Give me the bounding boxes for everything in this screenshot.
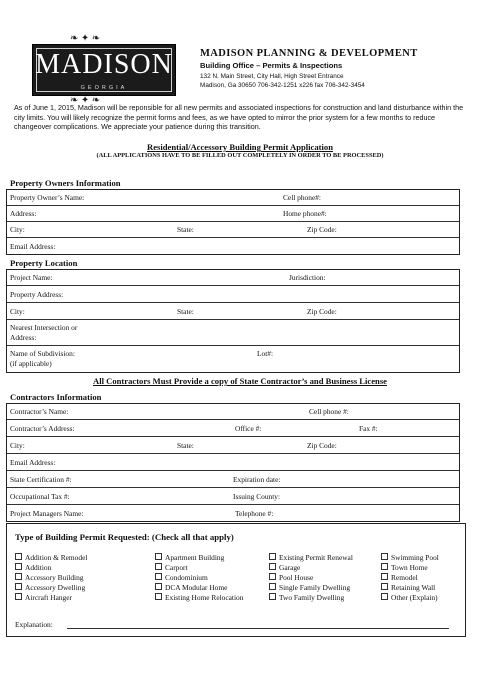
- checkbox-icon[interactable]: [269, 583, 276, 590]
- option-label: Condominium: [165, 573, 208, 582]
- project-name-row[interactable]: [7, 270, 459, 286]
- option-label: Existing Home Relocation: [165, 593, 244, 602]
- occupational-tax-label: Occupational Tax #:: [10, 492, 70, 501]
- project-name-label: Project Name:: [10, 273, 53, 282]
- location-state-label: State:: [177, 307, 194, 316]
- office-address: 132 N. Main Street, City Hall, High Street Entrance: [200, 73, 344, 80]
- owners-heading: Property Owners Information: [10, 178, 121, 188]
- office-subtitle: Building Office – Permits & Inspections: [200, 61, 343, 70]
- project-manager-row[interactable]: [7, 505, 459, 521]
- contractor-name-row[interactable]: [7, 404, 459, 420]
- location-box: [6, 269, 460, 373]
- owner-email-row[interactable]: [7, 238, 459, 254]
- form-subtitle: (ALL APPLICATIONS HAVE TO BE FILLED OUT COMPLETELY IN ORDER TO BE PROCESSED): [96, 152, 384, 159]
- checkbox-icon[interactable]: [381, 553, 388, 560]
- checkbox-option[interactable]: [381, 553, 439, 562]
- option-label: Remodel: [391, 573, 418, 582]
- form-title: Residential/Accessory Building Permit Application: [147, 142, 333, 152]
- contractor-license-notice: All Contractors Must Provide a copy of State Contractor’s and Business License: [93, 376, 387, 386]
- owner-state-label: State:: [177, 225, 194, 234]
- checkbox-option[interactable]: [381, 573, 418, 582]
- option-label: Garage: [279, 563, 301, 572]
- option-label: Addition: [25, 563, 52, 572]
- state-cert-row[interactable]: [7, 471, 459, 488]
- option-label: Apartment Building: [165, 553, 225, 562]
- owner-email-label: Email Address:: [10, 242, 56, 251]
- option-label: Pool House: [279, 573, 314, 582]
- contractor-office-label: Office #:: [235, 424, 262, 433]
- state-cert-label: State Certification #:: [10, 475, 72, 484]
- contractor-city-label: City:: [10, 441, 25, 450]
- checkbox-icon[interactable]: [155, 573, 162, 580]
- checkbox-icon[interactable]: [155, 583, 162, 590]
- ornament-top-icon: ❧ ✦ ❧: [70, 33, 101, 44]
- option-label: Two Family Dwelling: [279, 593, 345, 602]
- contractor-zip-label: Zip Code:: [307, 441, 337, 450]
- location-city-label: City:: [10, 307, 25, 316]
- checkbox-icon[interactable]: [381, 593, 388, 600]
- checkbox-option[interactable]: [155, 553, 224, 562]
- checkbox-icon[interactable]: [381, 573, 388, 580]
- contractor-email-label: Email Address:: [10, 458, 56, 467]
- contractor-address-label: Contractor’s Address:: [10, 424, 75, 433]
- checkbox-icon[interactable]: [381, 583, 388, 590]
- checkbox-icon[interactable]: [269, 573, 276, 580]
- checkbox-icon[interactable]: [155, 593, 162, 600]
- option-label: Single Family Dwelling: [279, 583, 351, 592]
- checkbox-icon[interactable]: [381, 563, 388, 570]
- option-label: Retaining Wall: [391, 583, 436, 592]
- checkbox-option[interactable]: [269, 553, 353, 562]
- option-label: Town Home: [391, 563, 428, 572]
- owner-address-label: Address:: [10, 209, 37, 218]
- occupational-tax-row[interactable]: [7, 488, 459, 505]
- madison-logo: [32, 44, 176, 96]
- checkbox-option[interactable]: [15, 573, 84, 582]
- checkbox-icon[interactable]: [269, 553, 276, 560]
- checkbox-option[interactable]: [381, 563, 428, 572]
- nearest-intersection-label: Nearest Intersection or: [10, 323, 78, 332]
- ornament-bottom-icon: ❧ ✦ ❧: [70, 95, 101, 106]
- explanation-label: Explanation:: [15, 620, 53, 629]
- option-label: Accessory Dwelling: [25, 583, 86, 592]
- checkbox-icon[interactable]: [15, 553, 22, 560]
- permit-type-box: [6, 523, 466, 637]
- checkbox-icon[interactable]: [15, 563, 22, 570]
- checkbox-option[interactable]: [381, 583, 435, 592]
- option-label: Carport: [165, 563, 188, 572]
- owner-city-row[interactable]: [7, 222, 459, 238]
- checkbox-option[interactable]: [15, 563, 51, 572]
- subdivision-label: Name of Subdivision:: [10, 349, 75, 358]
- contractor-address-row[interactable]: [7, 420, 459, 437]
- checkbox-option[interactable]: [155, 563, 188, 572]
- contractor-state-label: State:: [177, 441, 194, 450]
- permit-type-title: Type of Building Permit Requested: (Check all that apply): [15, 532, 234, 542]
- property-address-label: Property Address:: [10, 290, 64, 299]
- owner-name-row[interactable]: [7, 190, 459, 206]
- subdivision-row[interactable]: [7, 346, 459, 372]
- option-label: Aircraft Hanger: [25, 593, 72, 602]
- owner-address-row[interactable]: [7, 206, 459, 222]
- owner-cell-label: Cell phone#:: [283, 193, 321, 202]
- checkbox-icon[interactable]: [15, 593, 22, 600]
- contractor-city-row[interactable]: [7, 437, 459, 454]
- location-city-row[interactable]: [7, 303, 459, 320]
- owner-name-label: Property Owner’s Name:: [10, 193, 85, 202]
- logo-name: MADISON: [35, 49, 173, 80]
- notice-paragraph: As of June 1, 2015, Madison will be reponsible for all new permits and associated inspections for construction and land disturbance within the city limits. You will likely recognize the permit forms and fees, as we have opted to mirror the prior system for a few months to reduce changeover complications. We appreciate your patience during this transition.: [14, 103, 464, 132]
- option-label: Existing Permit Renewal: [279, 553, 353, 562]
- contractors-box: [6, 403, 460, 522]
- office-title: MADISON PLANNING & DEVELOPMENT: [200, 48, 418, 59]
- checkbox-icon[interactable]: [269, 593, 276, 600]
- checkbox-option[interactable]: [269, 583, 350, 592]
- checkbox-option[interactable]: [155, 583, 227, 592]
- option-label: Accessory Building: [25, 573, 84, 582]
- option-label: DCA Modular Home: [165, 583, 228, 592]
- checkbox-option[interactable]: [381, 593, 438, 602]
- owners-box: [6, 189, 460, 255]
- checkbox-icon[interactable]: [269, 563, 276, 570]
- checkbox-icon[interactable]: [15, 573, 22, 580]
- office-contact: Madison, Ga 30650 706-342-1251 x226 fax 706-342-3454: [200, 82, 365, 89]
- option-label: Other (Explain): [391, 593, 438, 602]
- option-label: Swimming Pool: [391, 553, 439, 562]
- owner-city-label: City:: [10, 225, 25, 234]
- nearest-address-label: Address:: [10, 333, 37, 342]
- checkbox-icon[interactable]: [155, 553, 162, 560]
- subdivision-note: (if applicable): [10, 359, 52, 368]
- checkbox-option[interactable]: [15, 553, 87, 562]
- checkbox-option[interactable]: [269, 593, 344, 602]
- checkbox-option[interactable]: [269, 573, 313, 582]
- project-manager-label: Project Managers Name:: [10, 509, 84, 518]
- logo-subtitle: GEORGIA: [80, 85, 128, 91]
- location-heading: Property Location: [10, 258, 78, 268]
- checkbox-icon[interactable]: [155, 563, 162, 570]
- issuing-county-label: Issuing County:: [233, 492, 281, 501]
- explanation-field[interactable]: [67, 628, 449, 629]
- contractors-heading: Contractors Information: [10, 392, 102, 402]
- property-address-row[interactable]: [7, 286, 459, 303]
- jurisdiction-label: Jurisdiction:: [289, 273, 326, 282]
- checkbox-option[interactable]: [269, 563, 300, 572]
- nearest-intersection-row[interactable]: [7, 320, 459, 346]
- location-zip-label: Zip Code:: [307, 307, 337, 316]
- option-label: Addition & Remodel: [25, 553, 88, 562]
- owner-zip-label: Zip Code:: [307, 225, 337, 234]
- contractor-cell-label: Cell phone #:: [309, 407, 349, 416]
- contractor-name-label: Contractor’s Name:: [10, 407, 69, 416]
- lot-label: Lot#:: [257, 349, 274, 358]
- contractor-email-row[interactable]: [7, 454, 459, 471]
- telephone-label: Telephone #:: [235, 509, 274, 518]
- checkbox-option[interactable]: [15, 593, 72, 602]
- checkbox-option[interactable]: [155, 593, 243, 602]
- owner-home-phone-label: Home phone#:: [283, 209, 327, 218]
- expiration-label: Expiration date:: [233, 475, 281, 484]
- checkbox-icon[interactable]: [15, 583, 22, 590]
- contractor-fax-label: Fax #:: [359, 424, 378, 433]
- checkbox-option[interactable]: [155, 573, 208, 582]
- checkbox-option[interactable]: [15, 583, 85, 592]
